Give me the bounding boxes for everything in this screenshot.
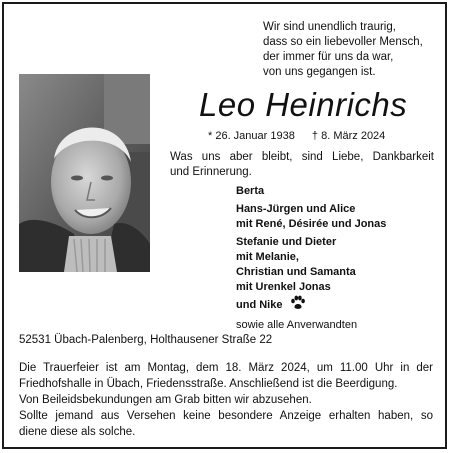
quote-line: dass so ein liebevoller Mensch, [263, 36, 423, 48]
opening-quote [263, 20, 423, 80]
details-line: Sollte jemand aus Versehen keine besondere Anzeige erhalten haben, so [19, 410, 433, 422]
address: 52531 Übach-Palenberg, Holthausener Straße 22 [19, 334, 273, 346]
portrait-photo [19, 74, 150, 272]
death-date: † 8. März 2024 [311, 130, 386, 142]
family-member-row [236, 295, 386, 315]
intro-line: Was uns aber bleibt, sind Liebe, Dankbarkeit [170, 151, 434, 163]
family-member: Christian und Samanta [236, 266, 356, 278]
deceased-name: Leo Heinrichs [199, 86, 408, 123]
funeral-details [19, 360, 433, 440]
family-member: und Nike [236, 298, 283, 311]
intro-text [170, 150, 434, 180]
details-line: Friedhofshalle in Übach, Friedensstraße. Anschließend ist die Beerdigung. [19, 378, 398, 390]
details-line: Von Beileidsbekundungen am Grab bitten wir abzusehen. [19, 394, 312, 406]
intro-line: und Erinnerung. [170, 166, 252, 178]
portrait-image [19, 74, 150, 272]
family-member: sowie alle Anverwandten [236, 319, 358, 331]
family-list [236, 184, 386, 333]
family-member: mit Urenkel Jonas [236, 281, 331, 293]
quote-line: der immer für uns da war, [263, 51, 394, 63]
family-member: mit René, Désirée und Jonas [236, 218, 387, 230]
quote-line: Wir sind unendlich traurig, [263, 21, 396, 33]
family-member: mit Melanie, [236, 251, 299, 263]
details-line: Die Trauerfeier ist am Montag, dem 18. März 2024, um 11.00 Uhr in der [19, 362, 433, 374]
life-dates [208, 130, 385, 142]
family-member: Stefanie und Dieter [236, 236, 337, 248]
paw-print-icon [290, 295, 306, 315]
details-line: diene diese als solche. [19, 426, 136, 438]
birth-date: * 26. Januar 1938 [208, 130, 295, 142]
quote-line: von uns gegangen ist. [263, 66, 376, 78]
family-member: Berta [236, 185, 265, 197]
family-member: Hans-Jürgen und Alice [236, 203, 356, 215]
